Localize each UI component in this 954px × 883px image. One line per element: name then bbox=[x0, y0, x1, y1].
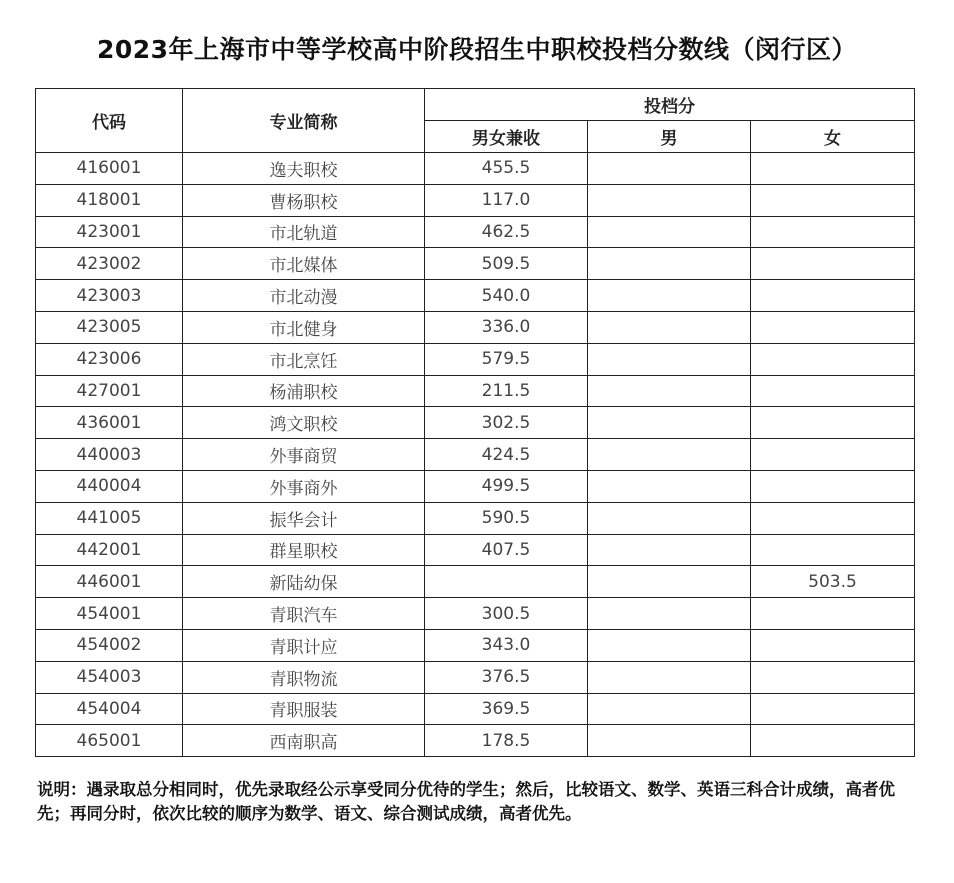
cell-code: 436001 bbox=[36, 407, 183, 439]
table-row bbox=[36, 216, 915, 248]
table-row bbox=[36, 153, 915, 185]
cell-major: 群星职校 bbox=[183, 534, 425, 566]
header-male: 男 bbox=[588, 121, 751, 153]
cell-code: 423003 bbox=[36, 280, 183, 312]
cell-major: 青职计应 bbox=[183, 629, 425, 661]
cell-major: 市北媒体 bbox=[183, 248, 425, 280]
cell-male bbox=[588, 184, 751, 216]
table-row bbox=[36, 470, 915, 502]
cell-code: 440004 bbox=[36, 470, 183, 502]
cell-code: 454004 bbox=[36, 693, 183, 725]
table-row bbox=[36, 502, 915, 534]
cell-code: 418001 bbox=[36, 184, 183, 216]
cell-code: 454001 bbox=[36, 598, 183, 630]
table-row bbox=[36, 629, 915, 661]
cell-coed: 462.5 bbox=[425, 216, 588, 248]
cell-major: 市北健身 bbox=[183, 311, 425, 343]
cell-coed: 590.5 bbox=[425, 502, 588, 534]
cell-major: 青职服装 bbox=[183, 693, 425, 725]
cell-male bbox=[588, 407, 751, 439]
cell-male bbox=[588, 280, 751, 312]
cell-code: 454002 bbox=[36, 629, 183, 661]
cell-male bbox=[588, 598, 751, 630]
table-row bbox=[36, 280, 915, 312]
cell-female bbox=[751, 311, 915, 343]
cell-coed: 499.5 bbox=[425, 470, 588, 502]
cell-code: 465001 bbox=[36, 725, 183, 757]
cell-coed: 302.5 bbox=[425, 407, 588, 439]
cell-male bbox=[588, 629, 751, 661]
cell-coed: 336.0 bbox=[425, 311, 588, 343]
cell-male bbox=[588, 153, 751, 185]
cell-coed: 343.0 bbox=[425, 629, 588, 661]
cell-code: 454003 bbox=[36, 661, 183, 693]
table-row bbox=[36, 343, 915, 375]
cell-coed: 579.5 bbox=[425, 343, 588, 375]
cell-major: 杨浦职校 bbox=[183, 375, 425, 407]
header-major: 专业简称 bbox=[183, 89, 425, 153]
cell-coed bbox=[425, 566, 588, 598]
cell-major: 外事商外 bbox=[183, 470, 425, 502]
table-row bbox=[36, 693, 915, 725]
cell-major: 市北轨道 bbox=[183, 216, 425, 248]
cell-male bbox=[588, 216, 751, 248]
cell-major: 外事商贸 bbox=[183, 439, 425, 471]
cell-major: 曹杨职校 bbox=[183, 184, 425, 216]
cell-code: 427001 bbox=[36, 375, 183, 407]
cell-code: 440003 bbox=[36, 439, 183, 471]
cell-male bbox=[588, 661, 751, 693]
cell-male bbox=[588, 343, 751, 375]
cell-major: 新陆幼保 bbox=[183, 566, 425, 598]
cell-coed: 376.5 bbox=[425, 661, 588, 693]
cell-code: 423001 bbox=[36, 216, 183, 248]
cell-female bbox=[751, 693, 915, 725]
page-title: 2023年上海市中等学校高中阶段招生中职校投档分数线（闵行区） bbox=[96, 35, 858, 64]
table-row bbox=[36, 248, 915, 280]
header-code: 代码 bbox=[36, 89, 183, 153]
cell-male bbox=[588, 439, 751, 471]
cell-coed: 211.5 bbox=[425, 375, 588, 407]
cell-female bbox=[751, 502, 915, 534]
cell-coed: 540.0 bbox=[425, 280, 588, 312]
table-row bbox=[36, 725, 915, 757]
cell-code: 416001 bbox=[36, 153, 183, 185]
cell-coed: 178.5 bbox=[425, 725, 588, 757]
cell-female bbox=[751, 184, 915, 216]
cell-major: 青职物流 bbox=[183, 661, 425, 693]
cell-major: 市北烹饪 bbox=[183, 343, 425, 375]
cell-coed: 300.5 bbox=[425, 598, 588, 630]
table-row bbox=[36, 439, 915, 471]
table-body bbox=[36, 153, 915, 757]
header-score-group: 投档分 bbox=[425, 89, 915, 121]
header-row-1 bbox=[36, 89, 915, 121]
cell-female bbox=[751, 375, 915, 407]
cell-coed: 407.5 bbox=[425, 534, 588, 566]
cell-female bbox=[751, 153, 915, 185]
cell-female bbox=[751, 629, 915, 661]
cell-coed: 509.5 bbox=[425, 248, 588, 280]
cell-major: 西南职高 bbox=[183, 725, 425, 757]
cell-female: 503.5 bbox=[751, 566, 915, 598]
cell-female bbox=[751, 534, 915, 566]
table-row bbox=[36, 375, 915, 407]
cell-female bbox=[751, 470, 915, 502]
cell-coed: 117.0 bbox=[425, 184, 588, 216]
cell-male bbox=[588, 502, 751, 534]
cell-male bbox=[588, 534, 751, 566]
cell-code: 446001 bbox=[36, 566, 183, 598]
cell-female bbox=[751, 725, 915, 757]
cell-coed: 369.5 bbox=[425, 693, 588, 725]
cell-code: 423005 bbox=[36, 311, 183, 343]
table-row bbox=[36, 311, 915, 343]
cell-code: 441005 bbox=[36, 502, 183, 534]
cell-female bbox=[751, 280, 915, 312]
cell-male bbox=[588, 470, 751, 502]
explanation-note: 说明：遇录取总分相同时，优先录取经公示享受同分优待的学生；然后，比较语文、数学、英语三科合计成绩，高者优先；再同分时，依次比较的顺序为数学、语文、综合测试成绩，高者优先。 bbox=[37, 780, 895, 823]
table-row bbox=[36, 598, 915, 630]
cell-female bbox=[751, 343, 915, 375]
cell-coed: 424.5 bbox=[425, 439, 588, 471]
cell-major: 振华会计 bbox=[183, 502, 425, 534]
cell-female bbox=[751, 216, 915, 248]
cell-female bbox=[751, 248, 915, 280]
cell-male bbox=[588, 725, 751, 757]
cell-female bbox=[751, 439, 915, 471]
cell-major: 市北动漫 bbox=[183, 280, 425, 312]
table-row bbox=[36, 534, 915, 566]
cell-code: 423002 bbox=[36, 248, 183, 280]
cell-male bbox=[588, 566, 751, 598]
table-row bbox=[36, 661, 915, 693]
cell-code: 423006 bbox=[36, 343, 183, 375]
cell-code: 442001 bbox=[36, 534, 183, 566]
cell-male bbox=[588, 311, 751, 343]
header-female: 女 bbox=[751, 121, 915, 153]
table-row bbox=[36, 407, 915, 439]
cell-male bbox=[588, 375, 751, 407]
cell-female bbox=[751, 661, 915, 693]
cell-male bbox=[588, 248, 751, 280]
cell-coed: 455.5 bbox=[425, 153, 588, 185]
score-table bbox=[35, 88, 915, 757]
cell-male bbox=[588, 693, 751, 725]
header-coed: 男女兼收 bbox=[425, 121, 588, 153]
cell-major: 逸夫职校 bbox=[183, 153, 425, 185]
cell-female bbox=[751, 407, 915, 439]
cell-major: 鸿文职校 bbox=[183, 407, 425, 439]
cell-female bbox=[751, 598, 915, 630]
table-row bbox=[36, 184, 915, 216]
cell-major: 青职汽车 bbox=[183, 598, 425, 630]
table-row bbox=[36, 566, 915, 598]
